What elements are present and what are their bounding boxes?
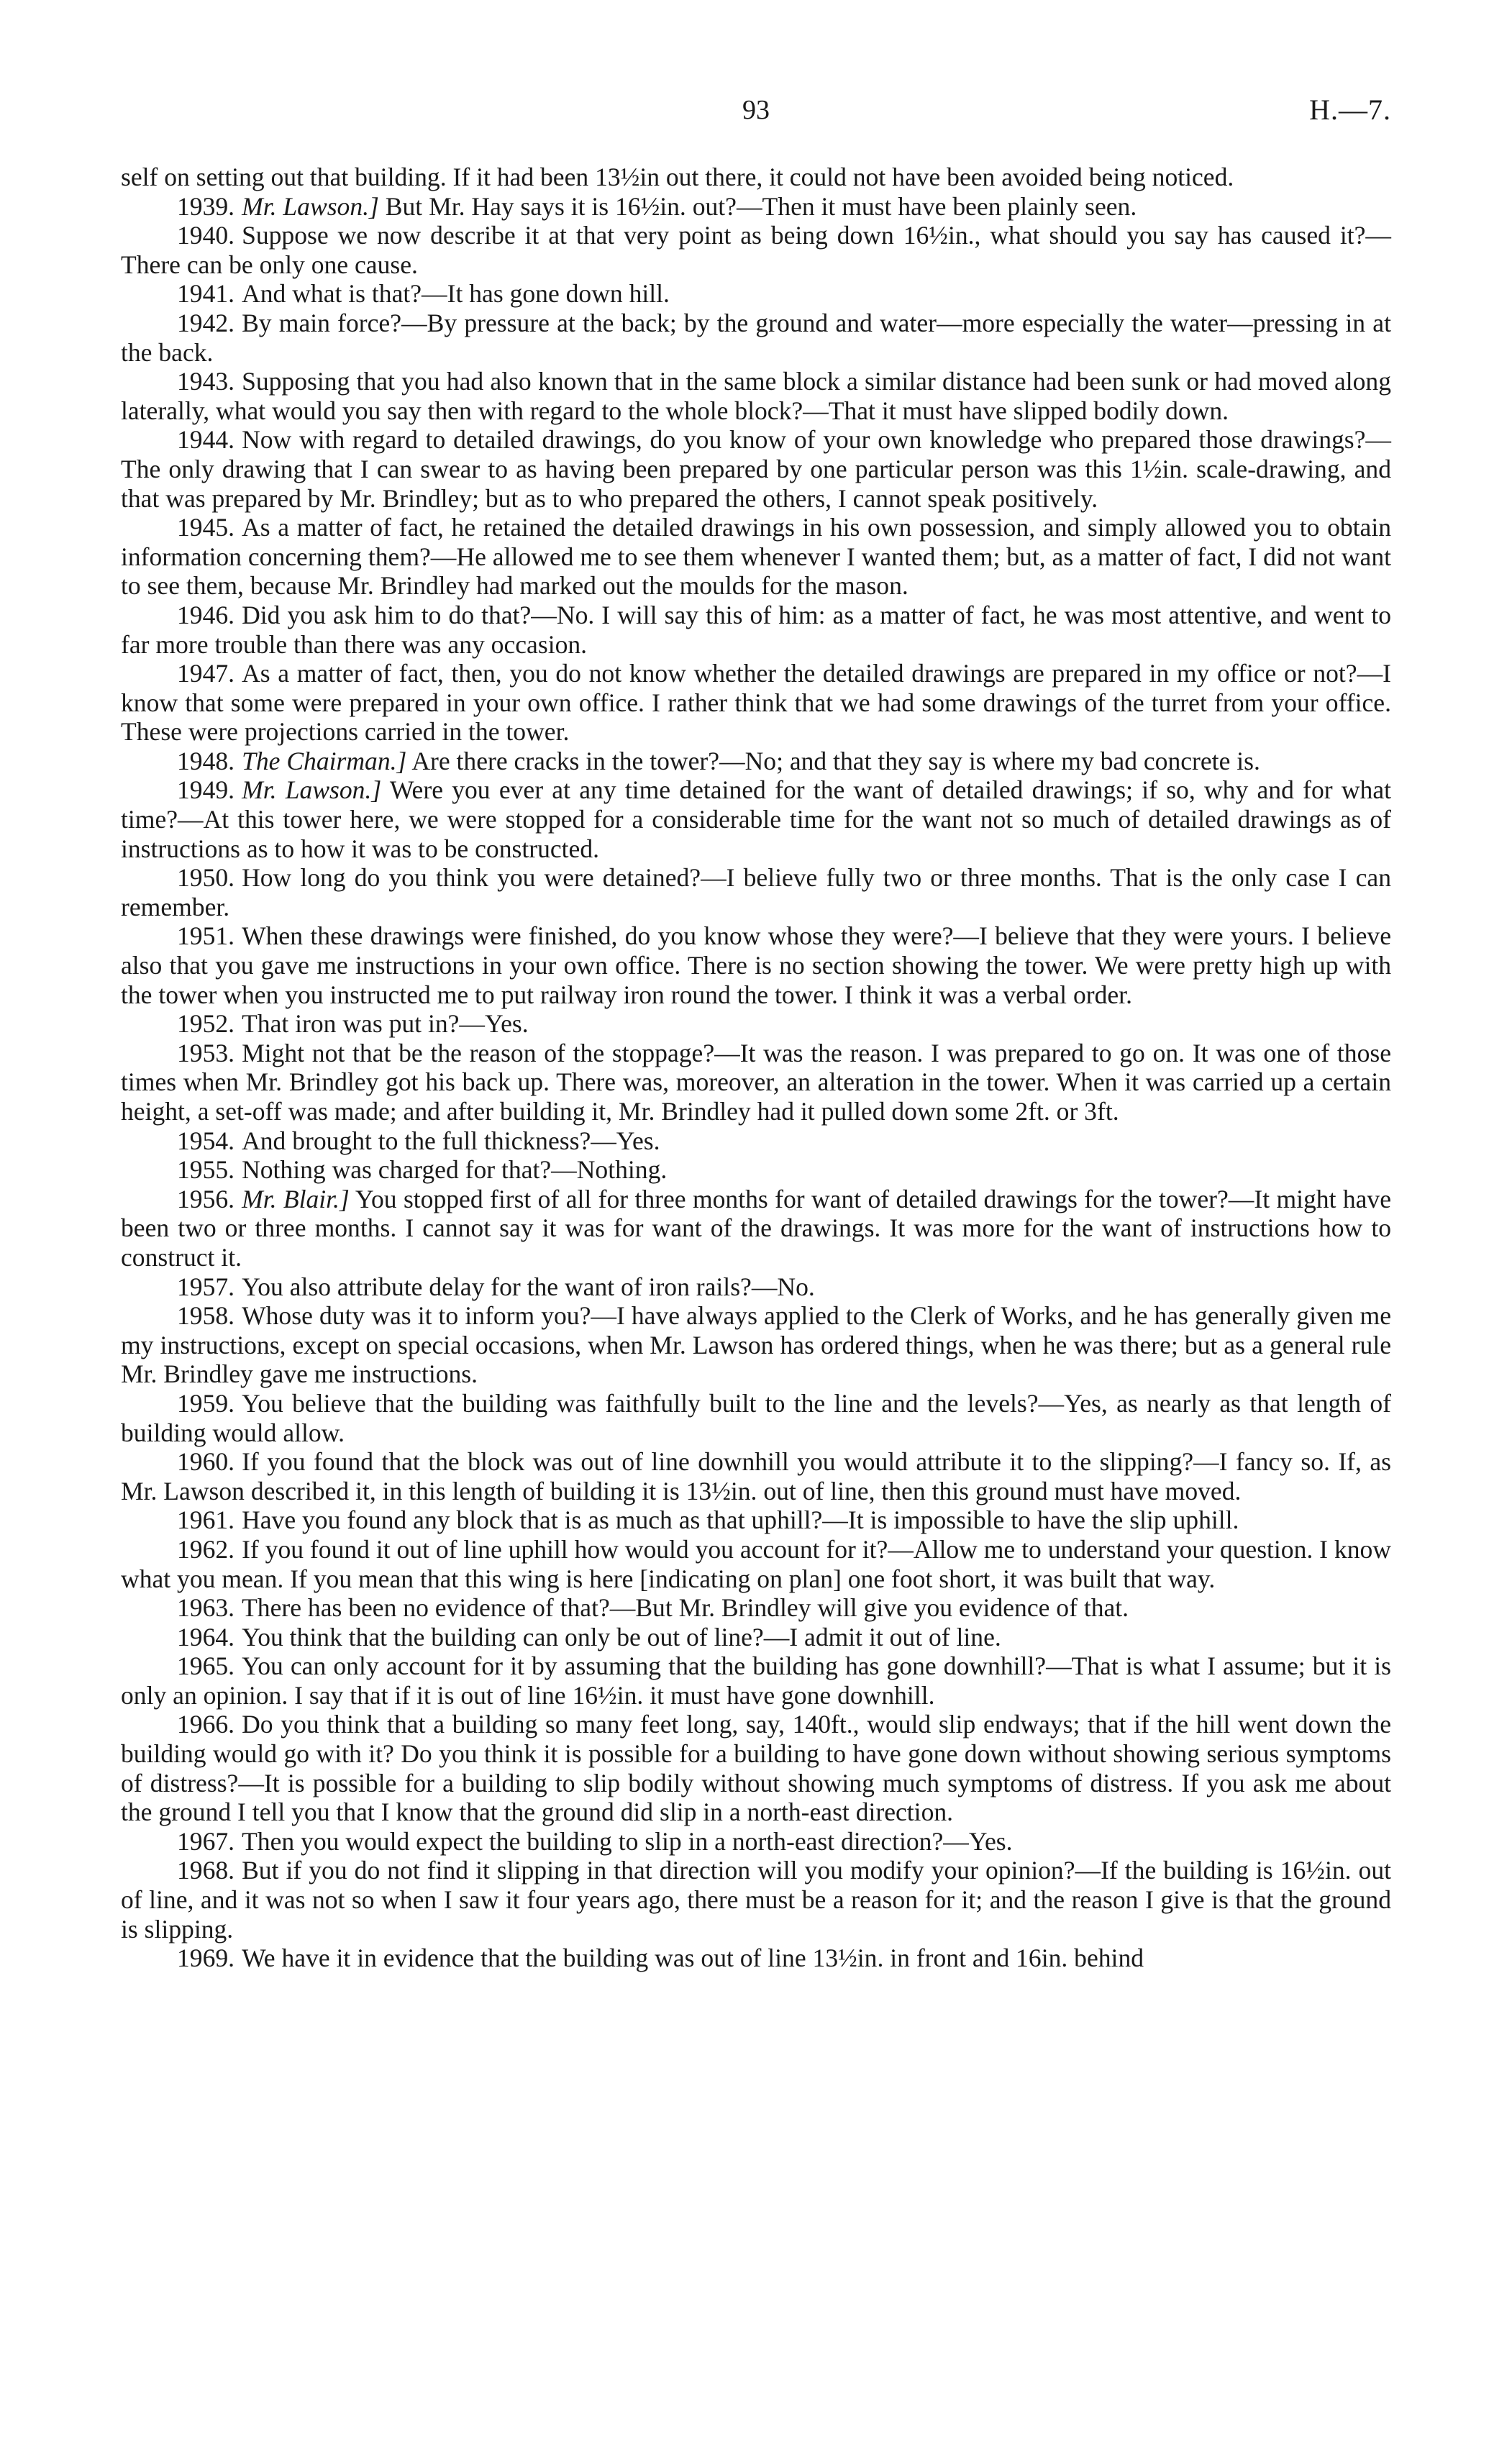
question-number: 1951. <box>177 921 235 951</box>
question-number: 1950. <box>177 863 235 893</box>
question-number: 1959. <box>177 1388 235 1418</box>
question-text: And brought to the full thickness?—Yes. <box>242 1126 660 1155</box>
question-paragraph <box>121 747 1391 776</box>
question-text: As a matter of fact, then, you do not know whether the detailed drawings are prepared in my office or not?—I know that some were prepared in your own office. I rather think that we had some drawings of the turret from your office. These were projections carried in the tower. <box>121 659 1391 747</box>
question-text: If you found it out of line uphill how would you account for it?—Allow me to understand your question. I know what you mean. If you mean that this wing is here [indicating on plan] one foot short, it was built that way. <box>121 1534 1391 1593</box>
question-paragraph <box>121 1447 1391 1505</box>
question-paragraph <box>121 1710 1391 1826</box>
question-number: 1960. <box>177 1447 235 1477</box>
question-text: Now with regard to detailed drawings, do you know of your own knowledge who prepared those drawings?—The only drawing that I can swear to as having been prepared by one particular person was this 1½in. scale-drawing, and that was prepared by Mr. Brindley; but as to who prepared the others, I cannot speak positively. <box>121 425 1391 513</box>
question-number: 1949. <box>177 775 235 805</box>
speaker-name: Mr. Lawson.] <box>242 775 382 805</box>
question-paragraph <box>121 601 1391 659</box>
question-text: By main force?—By pressure at the back; by the ground and water—more especially the water—pressing in at the back. <box>121 308 1391 367</box>
question-text: There has been no evidence of that?—But Mr. Brindley will give you evidence of that. <box>242 1593 1129 1623</box>
question-paragraph <box>121 1272 1391 1302</box>
question-paragraph <box>121 1039 1391 1126</box>
question-text: That iron was put in?—Yes. <box>242 1009 529 1039</box>
question-number: 1957. <box>177 1272 235 1301</box>
question-number: 1966. <box>177 1710 235 1739</box>
question-text: Do you think that a building so many feet long, say, 140ft., would slip endways; that if the hill went down the building would go with it? Do you think it is possible for a building to have gone down without showing serious symptoms of distress?—It is possible for a building to slip bodily without showing much symptoms of distress. If you ask me about the ground I tell you that I know that the ground did slip in a north-east direction. <box>121 1710 1391 1827</box>
question-paragraph <box>121 221 1391 279</box>
question-number: 1955. <box>177 1155 235 1185</box>
question-number: 1956. <box>177 1184 235 1213</box>
question-paragraph <box>121 1535 1391 1593</box>
question-number: 1962. <box>177 1534 235 1564</box>
question-text: Did you ask him to do that?—No. I will say this of him: as a matter of fact, he was most attentive, and went to far more trouble than there was any occasion. <box>121 600 1391 659</box>
question-number: 1944. <box>177 425 235 455</box>
question-paragraph <box>121 1944 1391 1973</box>
question-number: 1952. <box>177 1009 235 1039</box>
speaker-name: The Chairman.] <box>242 746 407 775</box>
question-number: 1969. <box>177 1944 235 1973</box>
question-paragraph <box>121 1651 1391 1710</box>
question-paragraph <box>121 425 1391 513</box>
question-text: But Mr. Hay says it is 16½in. out?—Then it must have been plainly seen. <box>385 191 1137 221</box>
question-paragraph <box>121 1623 1391 1652</box>
speaker-name: Mr. Blair.] <box>242 1184 350 1213</box>
question-paragraph <box>121 659 1391 747</box>
question-number: 1961. <box>177 1505 235 1535</box>
question-number: 1943. <box>177 367 235 396</box>
question-text: You stopped first of all for three months for want of detailed drawings for the tower?—It might have been two or three months. I cannot say it was for want of the drawings. It was more for the want of instructions how to construct it. <box>121 1184 1392 1272</box>
question-number: 1963. <box>177 1593 235 1623</box>
question-number: 1940. <box>177 221 235 250</box>
paper-reference: H.—7. <box>1309 94 1391 126</box>
question-text: How long do you think you were detained?—I believe fully two or three months. That is the only case I can remember. <box>121 863 1391 921</box>
question-text: Then you would expect the building to slip in a north-east direction?—Yes. <box>242 1826 1013 1856</box>
continued-paragraph: self on setting out that building. If it had been 13½in out there, it could not have been avoided being noticed. <box>121 163 1234 191</box>
question-paragraph <box>121 1301 1391 1389</box>
question-paragraph <box>121 863 1391 921</box>
question-number: 1967. <box>177 1826 235 1856</box>
question-text: If you found that the block was out of line downhill you would attribute it to the slipping?—I fancy so. If, as Mr. Lawson described it, in this length of building it is 13½in. out of line, then this ground must have moved. <box>121 1447 1391 1505</box>
question-number: 1939. <box>177 191 235 221</box>
question-text: Are there cracks in the tower?—No; and that they say is where my bad concrete is. <box>411 746 1260 775</box>
question-number: 1946. <box>177 600 235 629</box>
question-number: 1964. <box>177 1622 235 1651</box>
question-number: 1958. <box>177 1301 235 1331</box>
question-number: 1965. <box>177 1651 235 1681</box>
question-paragraph <box>121 1827 1391 1856</box>
question-paragraph <box>121 1389 1391 1447</box>
question-paragraph <box>121 1126 1391 1156</box>
question-number: 1941. <box>177 279 235 309</box>
question-paragraph <box>121 775 1391 863</box>
question-text: You can only account for it by assuming that the building has gone downhill?—That is what I assume; but it is only an opinion. I say that if it is out of line 16½in. it must have gone downhill. <box>121 1651 1391 1710</box>
question-paragraph <box>121 1009 1391 1039</box>
question-text: And what is that?—It has gone down hill. <box>242 279 670 309</box>
question-text: When these drawings were finished, do you know whose they were?—I believe that they were yours. I believe also that you gave me instructions in your own office. There is no section showing the tower. We were pretty high up with the tower when you instructed me to put railway iron round the tower. I think it was a verbal order. <box>121 921 1391 1009</box>
question-text: You believe that the building was faithfully built to the line and the levels?—Yes, as nearly as that length of building would allow. <box>121 1388 1391 1447</box>
question-text: You also attribute delay for the want of iron rails?—No. <box>242 1272 815 1301</box>
question-paragraph <box>121 309 1391 367</box>
question-text: Suppose we now describe it at that very point as being down 16½in., what should you say has caused it?—There can be only one cause. <box>121 221 1391 279</box>
question-number: 1953. <box>177 1038 235 1067</box>
question-text: You think that the building can only be out of line?—I admit it out of line. <box>242 1622 1001 1651</box>
question-text: Nothing was charged for that?—Nothing. <box>242 1155 668 1185</box>
question-text: As a matter of fact, he retained the detailed drawings in his own possession, and simply allowed you to obtain information concerning them?—He allowed me to see them whenever I wanted them; but, as a matter of fact, I did not want to see them, because Mr. Brindley had marked out the moulds for the mason. <box>121 513 1391 601</box>
question-text: Have you found any block that is as much as that uphill?—It is impossible to have the slip uphill. <box>242 1505 1239 1535</box>
question-paragraph <box>121 1505 1391 1535</box>
question-text: Might not that be the reason of the stoppage?—It was the reason. I was prepared to go on. It was one of those times when Mr. Brindley got his back up. There was, moreover, an alteration in the tower. When it was carried up a certain height, a set-off was made; and after building it, Mr. Brindley had it pulled down some 2ft. or 3ft. <box>121 1038 1391 1126</box>
speaker-name: Mr. Lawson.] <box>242 191 379 221</box>
question-text: But if you do not find it slipping in that direction will you modify your opinion?—If the building is 16½in. out of line, and it was not so when I saw it four years ago, there must be a reason for it; and the reason I give is that the ground is slipping. <box>121 1856 1391 1944</box>
question-paragraph <box>121 513 1391 601</box>
question-paragraph <box>121 1155 1391 1185</box>
question-number: 1954. <box>177 1126 235 1155</box>
question-paragraph <box>121 921 1391 1009</box>
page-number: 93 <box>742 95 770 125</box>
question-paragraph <box>121 279 1391 309</box>
question-number: 1942. <box>177 308 235 337</box>
page-header <box>121 92 1391 128</box>
question-text: Supposing that you had also known that in the same block a similar distance had been sunk or had moved along laterally, what would you say then with regard to the whole block?—That it must have slipped bodily down. <box>121 367 1391 425</box>
question-paragraph <box>121 1185 1391 1272</box>
question-text: Whose duty was it to inform you?—I have always applied to the Clerk of Works, and he has generally given me my instructions, except on special occasions, when Mr. Lawson has ordered things, when he was there; but as a general rule Mr. Brindley gave me instructions. <box>121 1301 1391 1389</box>
question-paragraph <box>121 192 1391 222</box>
question-paragraph <box>121 1593 1391 1623</box>
question-number: 1948. <box>177 746 235 775</box>
question-paragraph <box>121 367 1391 425</box>
question-text: We have it in evidence that the building was out of line 13½in. in front and 16in. behind <box>242 1944 1144 1973</box>
question-text: Were you ever at any time detained for the want of detailed drawings; if so, why and for what time?—At this tower here, we were stopped for a considerable time for the want not so much of detailed drawings as of instructions as to how it was to be constructed. <box>121 775 1391 863</box>
question-number: 1945. <box>177 513 235 542</box>
question-number: 1947. <box>177 659 235 688</box>
question-paragraph <box>121 1856 1391 1944</box>
evidence-text <box>121 163 1391 1973</box>
question-number: 1968. <box>177 1856 235 1885</box>
